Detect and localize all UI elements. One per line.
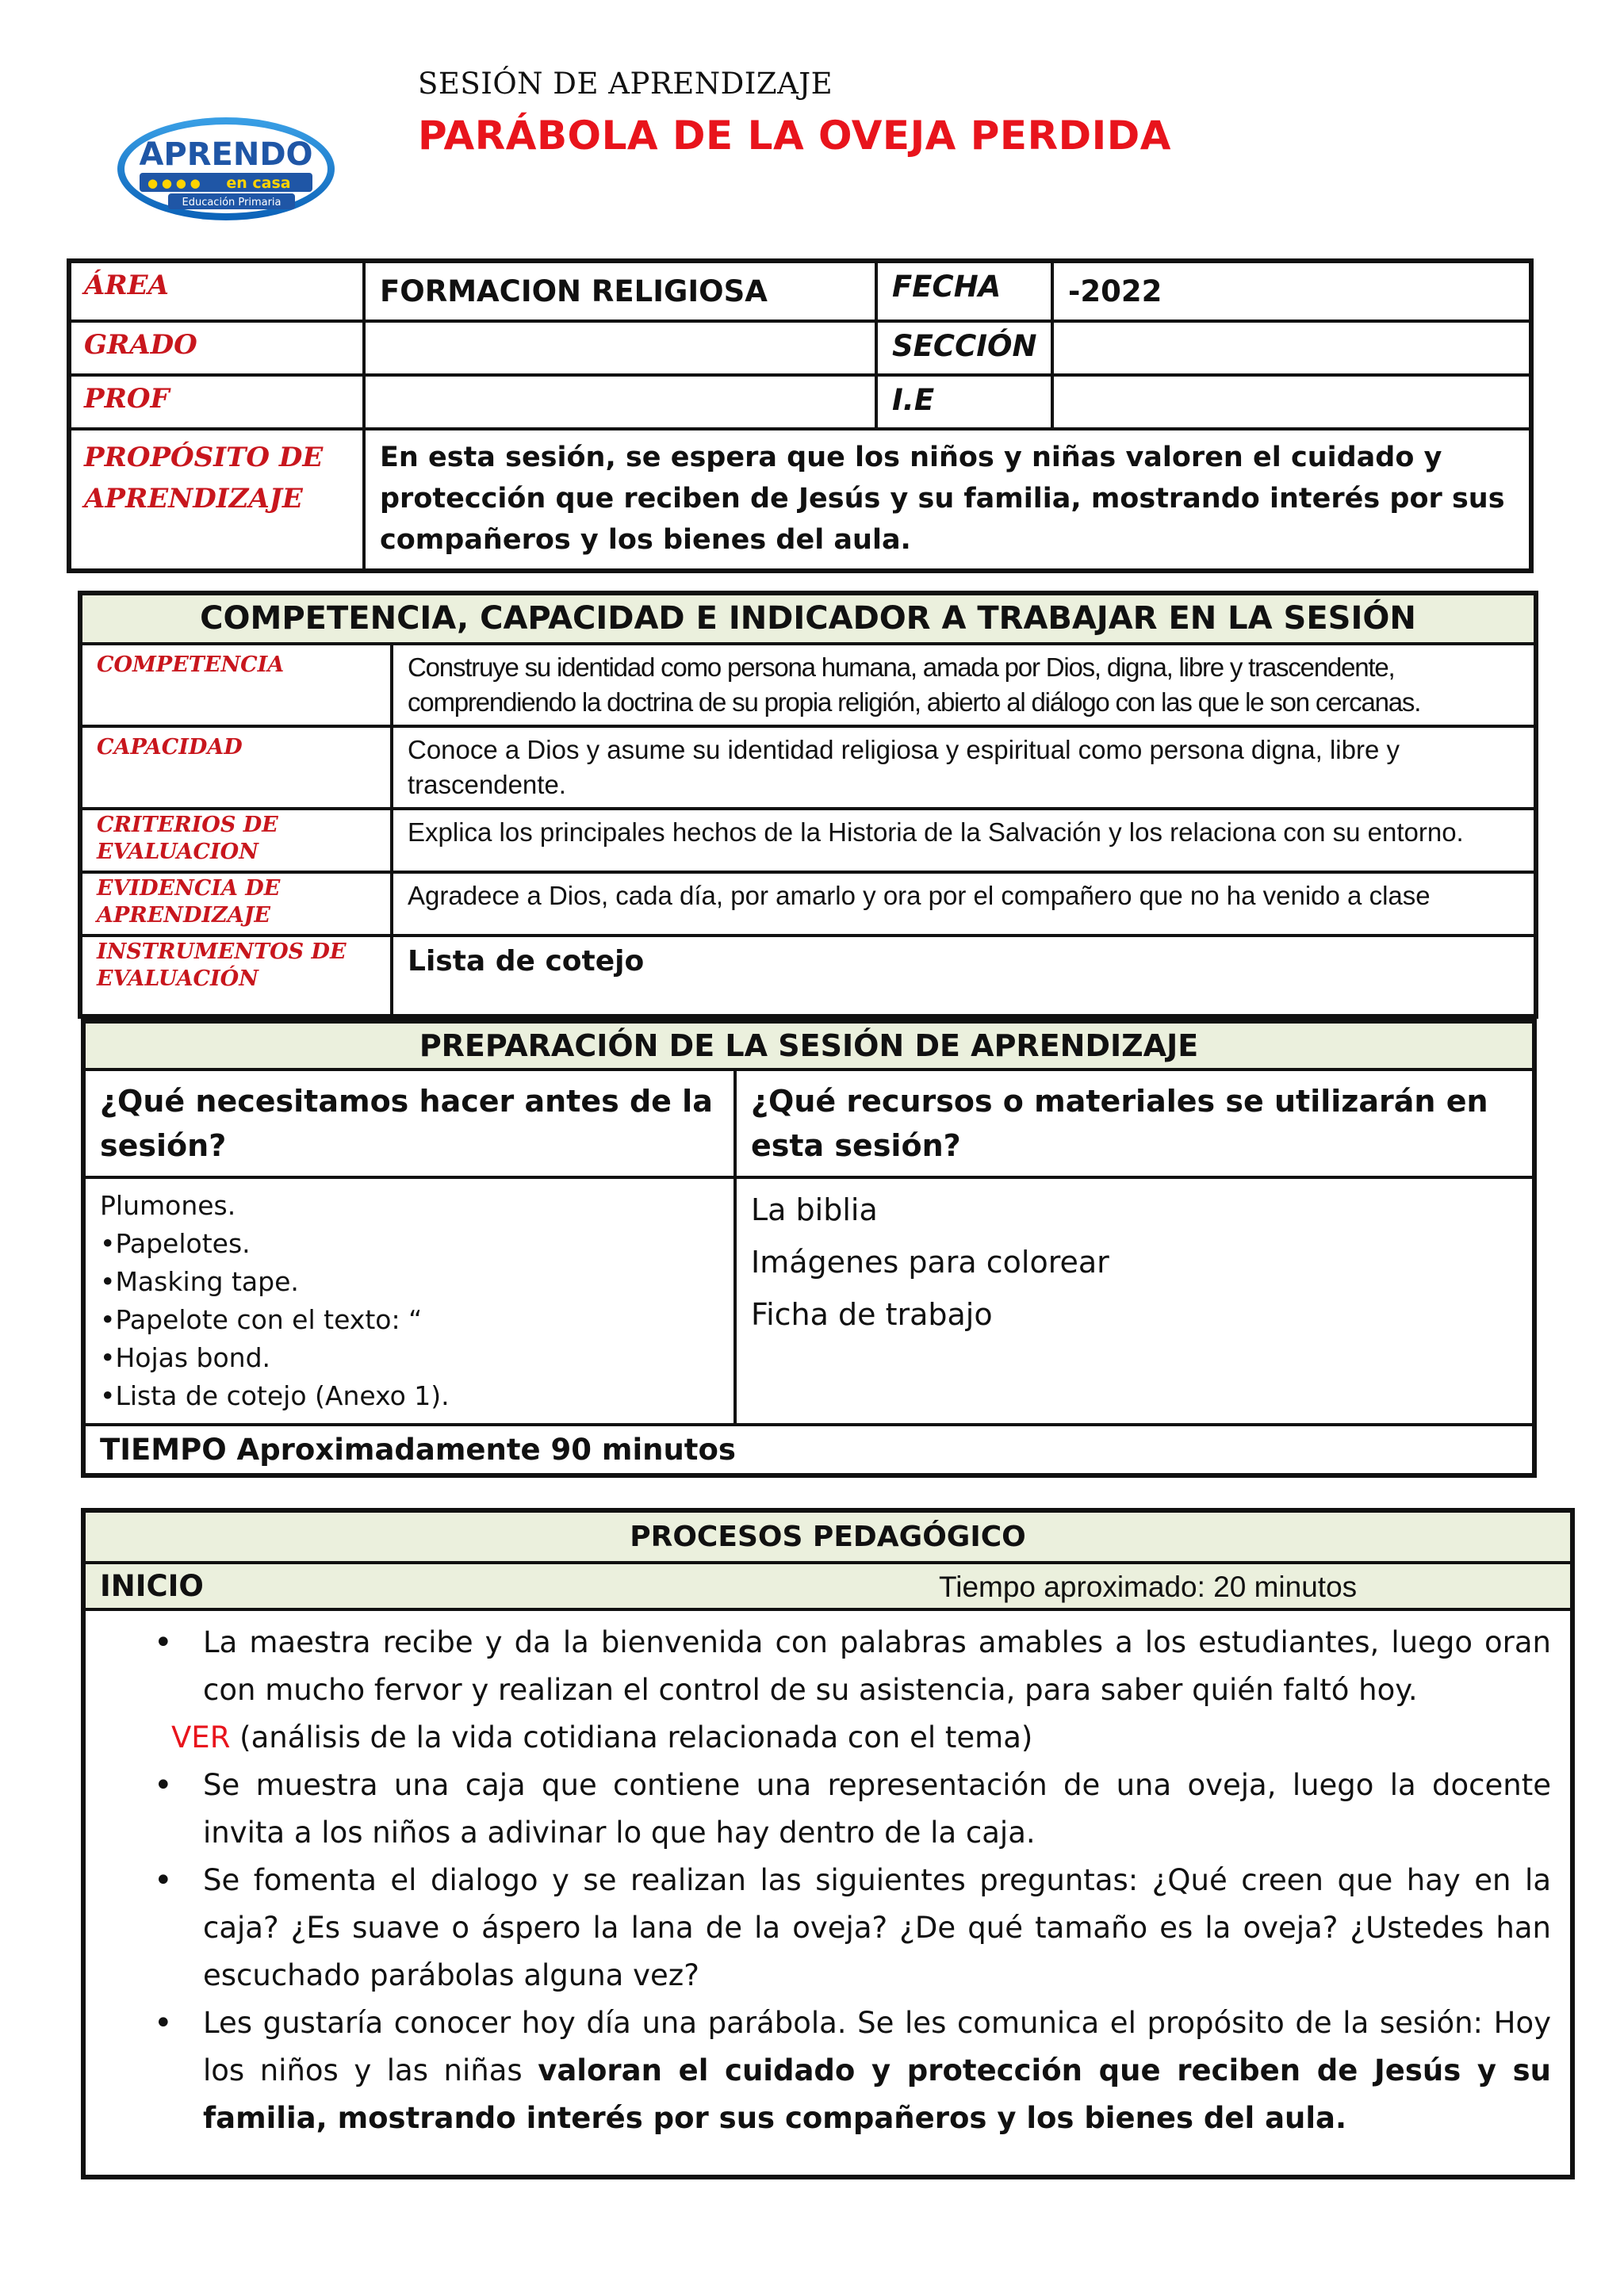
grado-label: GRADO	[69, 321, 364, 375]
table-row	[80, 593, 1536, 644]
evidencia-value: Agradece a Dios, cada día, por amarlo y ora por el compañero que no ha venido a clase	[392, 872, 1536, 936]
prof-value	[364, 375, 876, 429]
list-item: •Papelote con el texto: “	[100, 1304, 423, 1335]
ie-value	[1052, 375, 1531, 429]
bullet-icon: •	[154, 1862, 173, 1899]
bullet-icon: •	[154, 1624, 173, 1661]
list-item: •Masking tape.	[100, 1266, 299, 1297]
inicio-time: Tiempo aproximado: 20 minutos	[939, 1571, 1358, 1603]
table-row	[83, 1070, 1534, 1177]
instrumentos-label: INSTRUMENTOS DE EVALUACIÓN	[80, 936, 392, 1016]
seccion-label: SECCIÓN	[876, 321, 1052, 375]
preparacion-table	[81, 1019, 1537, 1478]
procesos-table	[81, 1508, 1575, 2179]
proposito-label: PROPÓSITO DE APRENDIZAJE	[69, 429, 364, 571]
area-value: FORMACION RELIGIOSA	[364, 261, 876, 321]
fecha-label: FECHA	[876, 261, 1052, 321]
bullet-text: La maestra recibe y da la bienvenida con palabras amables a los estudiantes, luego oran con mucho fervor y realizan el control de su asistencia, para saber quién faltó hoy.	[203, 1625, 1551, 1707]
bullet-icon: •	[154, 2005, 173, 2042]
session-title: PARÁBOLA DE LA OVEJA PERDIDA	[418, 113, 1171, 159]
table-row	[80, 809, 1536, 872]
list-item: •Hojas bond.	[100, 1342, 271, 1373]
list-item	[109, 1857, 1551, 1999]
logo-main-text: APRENDO	[139, 136, 313, 173]
capacidad-value: Conoce a Dios y asume su identidad religiosa y espiritual como persona digna, libre y trascendente.	[392, 726, 1536, 809]
table-row	[69, 375, 1531, 429]
tiempo-total: TIEMPO Aproximadamente 90 minutos	[83, 1425, 1534, 1475]
inicio-label: INICIO	[100, 1569, 204, 1603]
ver-label: VER	[171, 1720, 231, 1755]
competencia-title: COMPETENCIA, CAPACIDAD E INDICADOR A TRABAJAR EN LA SESIÓN	[80, 593, 1536, 644]
table-row	[83, 1177, 1534, 1425]
preparacion-title: PREPARACIÓN DE LA SESIÓN DE APRENDIZAJE	[83, 1021, 1534, 1070]
bullet-text: Se fomenta el dialogo y se realizan las siguientes preguntas: ¿Qué creen que hay en la caja? ¿Es suave o áspero la lana de la oveja? ¿De qué tamaño es la oveja? ¿Ustedes han escuchado parábolas alguna vez?	[203, 1863, 1551, 1992]
logo-sub-text: en casa	[226, 174, 291, 192]
inicio-body	[83, 1609, 1572, 2177]
proposito-cell	[364, 429, 1531, 571]
area-label: ÁREA	[69, 261, 364, 321]
table-row	[83, 1563, 1572, 1609]
question-resources: ¿Qué recursos o materiales se utilizarán en esta sesión?	[735, 1070, 1534, 1177]
bullet-text: Se muestra una caja que contiene una representación de una oveja, luego la docente invita a los niños a adivinar lo que hay dentro de la caja.	[203, 1768, 1551, 1850]
table-row	[83, 1425, 1534, 1475]
criterios-value: Explica los principales hechos de la Historia de la Salvación y los relaciona con su entorno.	[392, 809, 1536, 872]
table-row	[69, 261, 1531, 321]
list-item: La biblia	[751, 1192, 878, 1227]
bullet-icon: •	[154, 1767, 173, 1804]
prof-label: PROF	[69, 375, 364, 429]
session-subtitle: SESIÓN DE APRENDIZAJE	[418, 67, 833, 101]
list-item: Ficha de trabajo	[751, 1297, 993, 1332]
grado-value	[364, 321, 876, 375]
list-item: •Papelotes.	[100, 1228, 251, 1259]
procesos-title	[83, 1510, 1572, 1563]
table-row	[80, 936, 1536, 1016]
bullet-text: Les gustaría conocer hoy día una parábola. Se les comunica el propósito de la sesión: Hoy los niños y las niñas	[203, 2006, 1551, 2087]
list-item	[109, 1619, 1551, 1714]
table-row	[69, 429, 1531, 571]
competencia-label: COMPETENCIA	[80, 644, 392, 726]
resources-list	[735, 1177, 1534, 1425]
table-row	[69, 321, 1531, 375]
table-row	[83, 1609, 1572, 2177]
criterios-label: CRITERIOS DE EVALUACION	[80, 809, 392, 872]
proposito-value: En esta sesión, se espera que los niños y niñas valoren el cuidado y protección que reciben de Jesús y su familia, mostrando interés por sus compañeros y los bienes del aula.	[380, 442, 1505, 556]
seccion-value	[1052, 321, 1531, 375]
table-row	[80, 644, 1536, 726]
table-row	[83, 1021, 1534, 1070]
competencia-table	[78, 591, 1538, 1019]
ver-line	[109, 1714, 1551, 1762]
list-item: Imágenes para colorear	[751, 1245, 1109, 1280]
list-item: •Lista de cotejo (Anexo 1).	[100, 1380, 450, 1411]
inicio-row	[83, 1563, 1572, 1609]
table-row	[80, 726, 1536, 809]
instrumentos-value: Lista de cotejo	[392, 936, 1536, 1016]
competencia-value: Construye su identidad como persona humana, amada por Dios, digna, libre y trascendente, comprendiendo la doctrina de su propia religión, abierto al diálogo con las que le son cercanas.	[392, 644, 1536, 726]
capacidad-label: CAPACIDAD	[80, 726, 392, 809]
table-row	[83, 1510, 1572, 1563]
table-row	[80, 872, 1536, 936]
needs-list	[83, 1177, 735, 1425]
fecha-value: -2022	[1052, 261, 1531, 321]
logo-tag-text: Educación Primaria	[182, 197, 282, 209]
list-item	[109, 1762, 1551, 1857]
evidencia-label: EVIDENCIA DE APRENDIZAJE	[80, 872, 392, 936]
svg-text:● ● ● ●: ● ● ● ●	[147, 176, 201, 190]
list-item: Plumones.	[100, 1190, 236, 1221]
ver-text: (análisis de la vida cotidiana relacionada con el tema)	[230, 1720, 1033, 1755]
question-before: ¿Qué necesitamos hacer antes de la sesión?	[83, 1070, 735, 1177]
procesos-title-text: PROCESOS PEDAGÓGICO	[630, 1521, 1026, 1553]
list-item	[109, 1999, 1551, 2142]
info-table	[67, 258, 1534, 573]
bullet-text-bold: valoran el cuidado y protección que reciben de Jesús y su familia, mostrando interés por sus compañeros y los bienes del aula.	[203, 2053, 1551, 2135]
aprendo-en-casa-logo	[116, 116, 336, 222]
ie-label: I.E	[876, 375, 1052, 429]
